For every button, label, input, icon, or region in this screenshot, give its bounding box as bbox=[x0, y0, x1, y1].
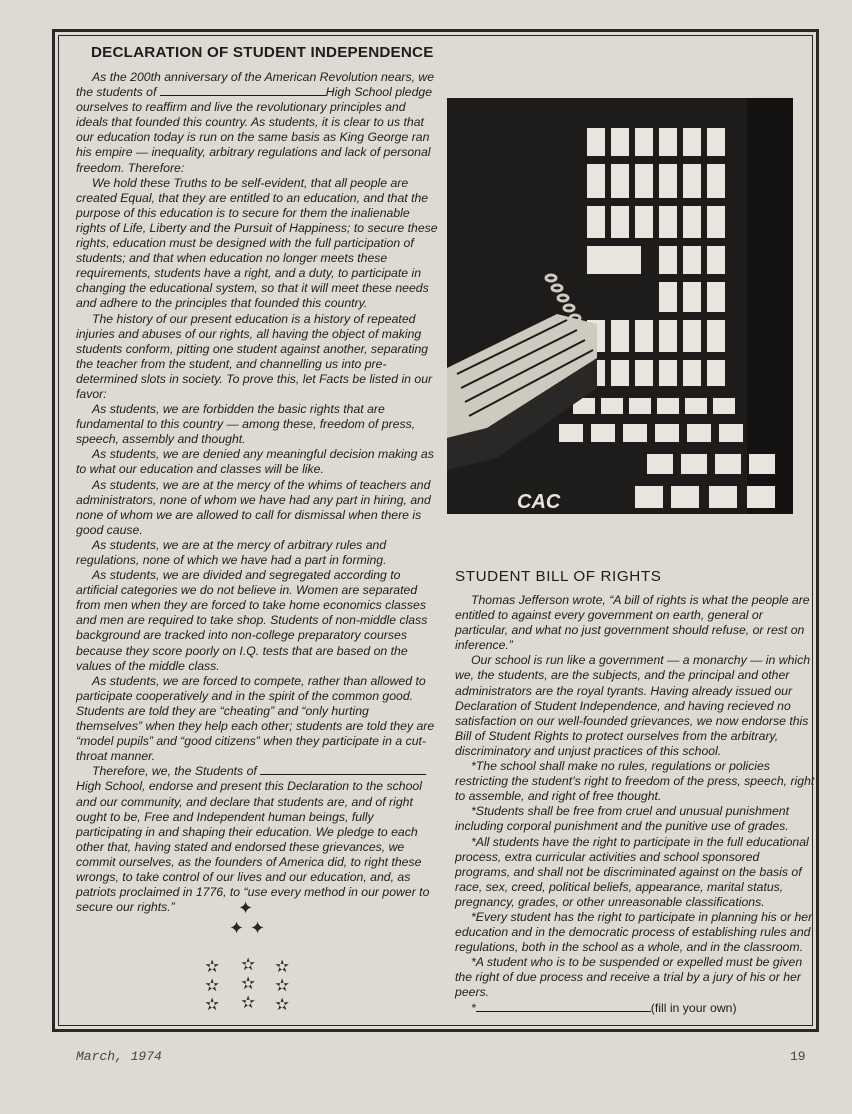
star-outline-icon: ✫ bbox=[241, 955, 256, 974]
artist-signature: CAC bbox=[517, 491, 561, 513]
star-icon: ✦ bbox=[229, 918, 245, 938]
declaration-p1-end: High School pledge ourselves to reaffirm and live the revolutionary principles and ideals that founded this country. As students, it is clear to us that our education today is run on the same basis as King George ran his empire — inequality, arbitrary regulations and lack of personal freedom. Therefore: bbox=[76, 85, 433, 175]
declaration-paragraph: The history of our present education is a history of repeated injuries and abuses of our rights, all having the object of making students conform, pitting one student against another, separating the teacher from the student, and channelling us into pre-determined slots in society. To prove this, let Facts be listed in our favor: bbox=[76, 311, 433, 401]
star-outline-icon: ✫ bbox=[241, 974, 256, 993]
star-icon: ✦ bbox=[238, 898, 254, 918]
bill-right-fill-in bbox=[455, 1001, 815, 1016]
star-outline-icon: ✫ bbox=[275, 957, 290, 976]
declaration-paragraph: As students, we are forced to compete, rather than allowed to participate cooperatively and in the spirit of the common good. Students are told they are “cheating” and “only hurting themselves” when they help each other; students are told they are “model pupils” and “good citizens” when they participate in a cut-throat manner. bbox=[76, 673, 435, 764]
bill-right: *A student who is to be suspended or expelled must be given the right of due process and receive a trial by a jury of his or her peers. bbox=[455, 955, 803, 1000]
declaration-paragraph: We hold these Truths to be self-evident, that all people are created Equal, that they are entitled to an education, and that the purpose of this education is to secure for them the inalienable rights of Life, Liberty and the Pursuit of Happiness; to secure these rights, education must be designed with the full participation of students; and that when education no longer meets these requirements, students have a right, and a duty, to participate in changing the educational system, so that it will meet these needs and adhere to the principles that founded this country. bbox=[76, 175, 438, 311]
fill-in-asterisk: * bbox=[471, 1000, 476, 1015]
school-name-blank bbox=[160, 86, 326, 96]
fill-in-blank bbox=[476, 1002, 651, 1012]
declaration-column bbox=[76, 44, 438, 918]
declaration-body bbox=[76, 70, 438, 918]
declaration-paragraph bbox=[76, 70, 438, 176]
declaration-paragraph: As students, we are divided and segregated according to artificial categories we do not believe in. Women are separated from men when they are forced to take home economics classes and men are required to take shop. Students of non-middle class background are tracked into non-college preparatory courses because they score poorly on I.Q. tests that are based on the values of the middle class. bbox=[76, 568, 428, 673]
declaration-paragraph: As students, we are at the mercy of the whims of teachers and administrators, none of whom we have had any part in hiring, and none of whom we are allowed to call for dismissal when there is good cause. bbox=[76, 477, 431, 537]
students-of-blank bbox=[260, 765, 426, 775]
declaration-paragraph bbox=[76, 764, 438, 918]
star-outline-icon: ✫ bbox=[205, 995, 220, 1014]
declaration-p10-start: Therefore, we, the Students of bbox=[92, 764, 257, 779]
star-outline-icon: ✫ bbox=[241, 993, 256, 1012]
bill-body bbox=[455, 593, 815, 1016]
star-ornament bbox=[205, 900, 295, 1020]
bill-title: STUDENT BILL OF RIGHTS bbox=[455, 568, 662, 585]
bill-paragraph: Thomas Jefferson wrote, “A bill of rights is what the people are entitled to against every government on earth, general or particular, and what no just government should refuse, or rest on inference.” bbox=[455, 593, 810, 653]
declaration-paragraph: As students, we are at the mercy of arbitrary rules and regulations, none of which we have had a part in forming. bbox=[76, 537, 387, 567]
declaration-p1-start: As the 200th anniversary of the American Revolution nears, we the students of bbox=[76, 70, 435, 100]
star-outline-icon: ✫ bbox=[205, 976, 220, 995]
declaration-paragraph: As students, we are forbidden the basic rights that are fundamental to this country — among these, freedom of press, speech, assembly and thought. bbox=[76, 402, 416, 447]
bill-right: *Students shall be free from cruel and unusual punishment including corporal punishment and the punitive use of grades. bbox=[455, 804, 790, 834]
star-outline-icon: ✫ bbox=[275, 995, 290, 1014]
declaration-title: DECLARATION OF STUDENT INDEPENDENCE bbox=[91, 44, 434, 61]
declaration-p10-end: High School, endorse and present this Declaration to the school and our community, and declare that students are, and of right ought to be, Free and Independent human beings, fully participating in and shaping their education. We pledge to each other that, having stated and endorsed these grievances, we commit ourselves, as the founders of America did, to right these wrongs, to take control of our lives and our education, and, as patriots proclaimed in 1776, to “use every method in our power to secure our rights.” bbox=[76, 779, 430, 915]
footer-date: March, 1974 bbox=[76, 1049, 162, 1064]
bill-of-rights-column bbox=[455, 568, 815, 1016]
page-number: 19 bbox=[790, 1049, 806, 1064]
bill-paragraph: Our school is run like a government — a monarchy — in which we, the students, are the subjects, and the principal and other administrators are the royal tyrants. Having already issued our Declaration of Student Independence, and having recieved no satisfaction on our well-founded grievances, we now endorse this Bill of Student Rights to protect ourselves from the arbitrary, discriminatory and unjust practices of this school. bbox=[455, 653, 811, 758]
star-outline-icon: ✫ bbox=[275, 976, 290, 995]
declaration-paragraph: As students, we are denied any meaningful decision making as to what our education and classes will be like. bbox=[76, 447, 434, 477]
star-outline-icon: ✫ bbox=[205, 957, 220, 976]
bill-right: *All students have the right to participate in the full educational process, extra curricular activities and school sponsored programs, and shall not be discriminated against on the basis of race, sex, creed, political beliefs, appearance, marital status, pregnancy, grades, or other unreasonable classifications. bbox=[455, 834, 809, 909]
fill-in-label: (fill in your own) bbox=[650, 1000, 737, 1015]
bill-right: *Every student has the right to participate in planning his or her education and in the democratic process of establishing rules and regulations, both in the school as a whole, and in the classroom. bbox=[455, 909, 813, 955]
star-icon: ✦ bbox=[250, 918, 266, 938]
jail-cell-woodcut-illustration bbox=[447, 98, 793, 514]
bill-right: *The school shall make no rules, regulations or policies restricting the student’s right to freedom of the press, speech, right to assemble, and right of free thought. bbox=[455, 759, 815, 804]
